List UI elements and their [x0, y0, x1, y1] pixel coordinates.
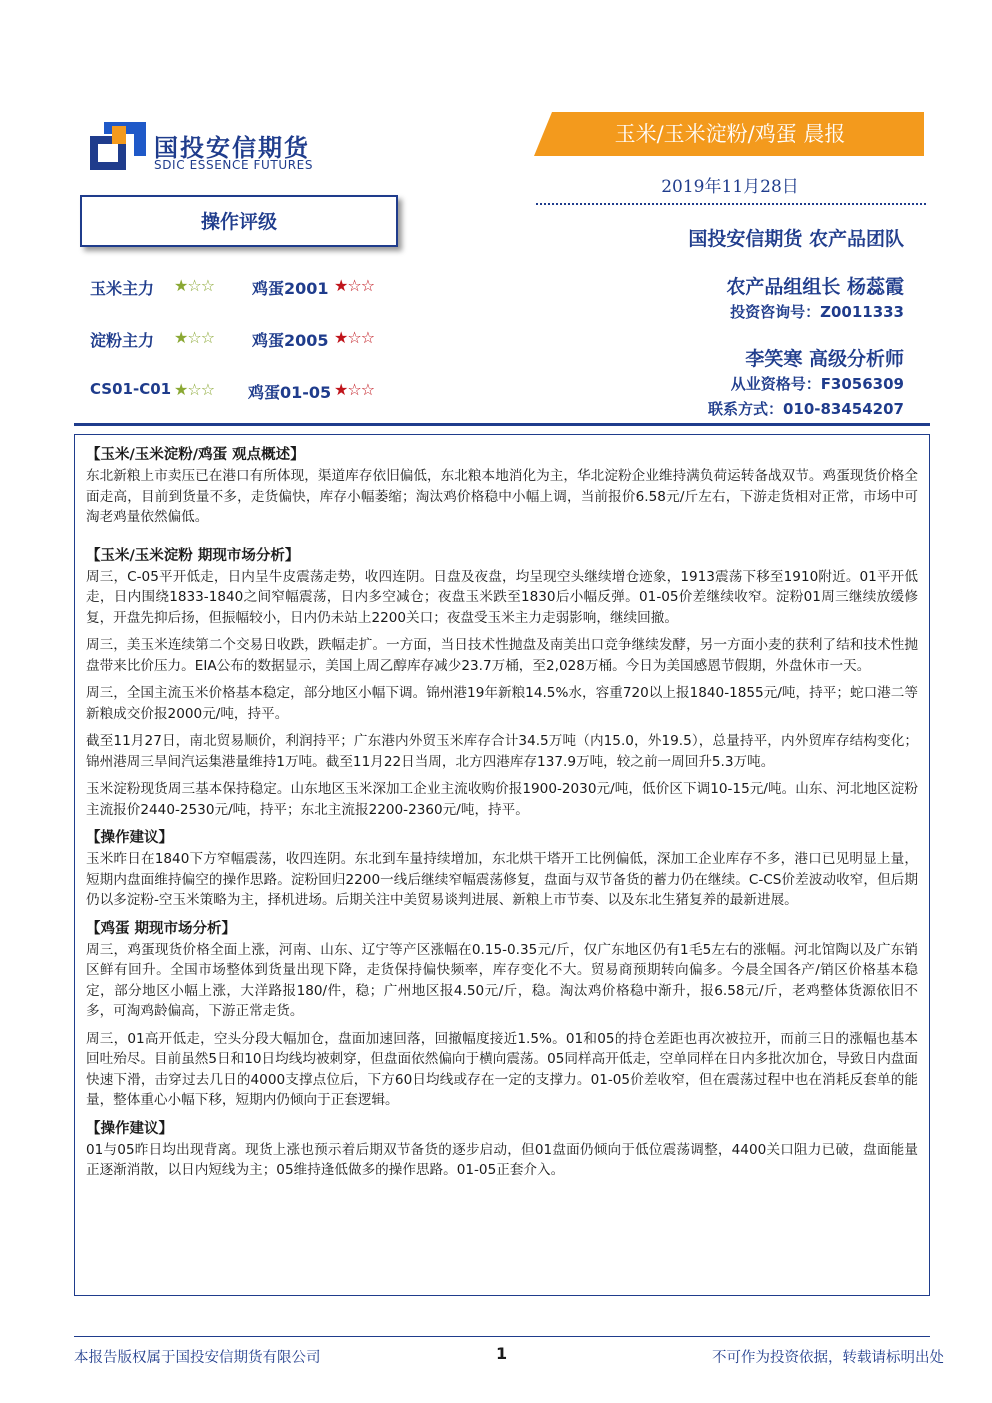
rating-title: 操作评级	[200, 211, 277, 233]
paragraph: 玉米淀粉现货周三基本保持稳定。山东地区玉米深加工企业主流收购价报1900-2030元/吨，低价区下调10-15元/吨。山东、河北地区淀粉主流报价2440-2530元/吨，持平；东北主流报2200-2360元/吨，持平。	[86, 781, 918, 818]
analyst2-license: 从业资格号：F3056309	[730, 375, 904, 393]
footer-divider	[74, 1336, 930, 1337]
analyst1-license: 投资咨询号：Z0011333	[730, 303, 904, 321]
rating-label: CS01-C01	[90, 380, 172, 398]
section-title: 【鸡蛋 期现市场分析】	[86, 920, 237, 937]
footer-disclaimer: 不可作为投资依据，转载请标明出处	[712, 1350, 944, 1366]
rating-label: 鸡蛋2005	[252, 331, 329, 350]
header-divider	[74, 423, 930, 426]
rating-stars: ★☆☆	[334, 276, 375, 295]
dotted-divider	[536, 203, 926, 205]
paragraph: 周三，全国主流玉米价格基本稳定，部分地区小幅下调。锦州港19年新粮14.5%水，容重720以上报1840-1855元/吨，持平；蛇口港二等新粮成交价报2000元/吨，持平。	[86, 685, 918, 722]
rating-stars: ★☆☆	[174, 276, 215, 295]
brand-name-en: SDIC ESSENCE FUTURES	[154, 158, 314, 172]
rating-stars: ★☆☆	[334, 328, 375, 347]
paragraph: 周三，01高开低走，空头分段大幅加仓，盘面加速回落，回撤幅度接近1.5%。01和05的持仓差距也再次被拉开，而前三日的涨幅也基本回吐殆尽。目前虽然5日和10日均线均被刺穿，但盘面依然偏向于横向震荡。05同样高开低走，空单同样在日内多批次加仓，导致日内盘面快速下滑，击穿过去几日的4000支撑点位后，下方60日均线或存在一定的支撑力。01-05价差收窄，但在震荡过程中也在消耗反套单的能量，整体重心小幅下移，短期内仍倾向于正套逻辑。	[86, 1030, 918, 1108]
analyst1-title: 农产品组组长 杨蕊霞	[726, 276, 904, 298]
section-title: 【玉米/玉米淀粉/鸡蛋 观点概述】	[86, 447, 305, 463]
analyst2-contact: 联系方式：010-83454207	[707, 400, 904, 418]
rating-stars: ★☆☆	[174, 328, 215, 347]
rating-label: 淀粉主力	[90, 331, 155, 350]
rating-label: 鸡蛋2001	[252, 279, 329, 298]
section-title: 【操作建议】	[86, 1120, 173, 1137]
paragraph: 周三，C-05平开低走，日内呈牛皮震荡走势，收四连阴。日盘及夜盘，均呈现空头继续增仓迹象，1913震荡下移至1910附近。01平开低走，日内围绕1833-1840之间窄幅震荡，日内多空减仓；夜盘玉米跌至1830后小幅反弹。01-05价差继续收窄。淀粉01周三继续放缓修复，开盘先抑后扬，但振幅较小，日内仍未站上2200关口；夜盘受玉米主力走弱影响，继续回撤。	[86, 568, 918, 626]
report-body	[86, 444, 918, 1188]
rating-label: 鸡蛋01-05	[248, 383, 332, 402]
section-title: 【玉米/玉米淀粉 期现市场分析】	[86, 547, 300, 564]
rating-stars: ★☆☆	[174, 380, 215, 399]
brand-name-cn: 国投安信期货	[154, 134, 310, 162]
analyst2-title: 李笑寒 高级分析师	[745, 348, 904, 370]
page-number: 1	[496, 1344, 508, 1363]
paragraph: 玉米昨日在1840下方窄幅震荡，收四连阴。东北到车量持续增加，东北烘干塔开工比例偏低，深加工企业库存不多，港口已见明显上量，短期内盘面维持偏空的操作思路。淀粉回归2200一线后继续窄幅震荡修复，盘面与双节备货的蓄力仍在继续。C-CS价差波动收窄，但后期仍以多淀粉-空玉米策略为主，择机进场。后期关注中美贸易谈判进展、新粮上市节奏、以及东北生猪复养的最新进展。	[86, 851, 918, 908]
report-title: 玉米/玉米淀粉/鸡蛋 晨报	[614, 122, 846, 146]
footer-copyright: 本报告版权属于国投安信期货有限公司	[74, 1350, 321, 1366]
paragraph: 周三，美玉米连续第二个交易日收跌，跌幅走扩。一方面，当日技术性抛盘及南美出口竞争继续发酵，另一方面小麦的获利了结和技术性抛盘带来比价压力。EIA公布的数据显示，美国上周乙醇库存减少23.7万桶，至2,028万桶。今日为美国感恩节假期，外盘休市一天。	[86, 637, 918, 674]
rating-label: 玉米主力	[90, 279, 155, 298]
paragraph: 东北新粮上市卖压已在港口有所体现，渠道库存依旧偏低，东北粮本地消化为主，华北淀粉企业维持满负荷运转备战双节。鸡蛋现货价格全面走高，目前到货量不多，走货偏快，库存小幅萎缩；淘汰鸡价格稳中小幅上调，当前报价6.58元/斤左右，下游走货相对正常，市场中可淘老鸡量依然偏低。	[86, 468, 918, 525]
paragraph: 01与05昨日均出现背离。现货上涨也预示着后期双节备货的逐步启动，但01盘面仍倾向于低位震荡调整，4400关口阻力已破，盘面能量正逐渐消散，以日内短线为主；05维持逢低做多的操作思路。01-05正套介入。	[86, 1141, 918, 1178]
logo-icon	[90, 122, 146, 170]
paragraph: 周三，鸡蛋现货价格全面上涨，河南、山东、辽宁等产区涨幅在0.15-0.35元/斤，仅广东地区仍有1毛5左右的涨幅。河北馆陶以及广东销区鲜有回升。全国市场整体到货量出现下降，走货保持偏快频率，库存变化不大。贸易商预期转向偏多。今晨全国各产/销区价格基本稳定，部分地区小幅上涨，大洋路报180/件，稳；广州地区报4.50元/斤，稳。淘汰鸡价格稳中渐升，报6.58元/斤，老鸡整体货源依旧不多，可淘鸡龄偏高，下游正常走货。	[86, 941, 918, 1019]
paragraph: 截至11月27日，南北贸易顺价，利润持平；广东港内外贸玉米库存合计34.5万吨（内15.0，外19.5），总量持平，内外贸库存结构变化；锦州港周三旱间汽运集港量维持1万吨。截至11月22日当周，北方四港库存137.9万吨，较之前一周回升5.3万吨。	[86, 733, 918, 770]
section-title: 【操作建议】	[86, 830, 173, 846]
report-date: 2019年11月28日	[661, 177, 799, 197]
team-name: 国投安信期货 农产品团队	[688, 228, 904, 250]
rating-stars: ★☆☆	[334, 380, 375, 399]
